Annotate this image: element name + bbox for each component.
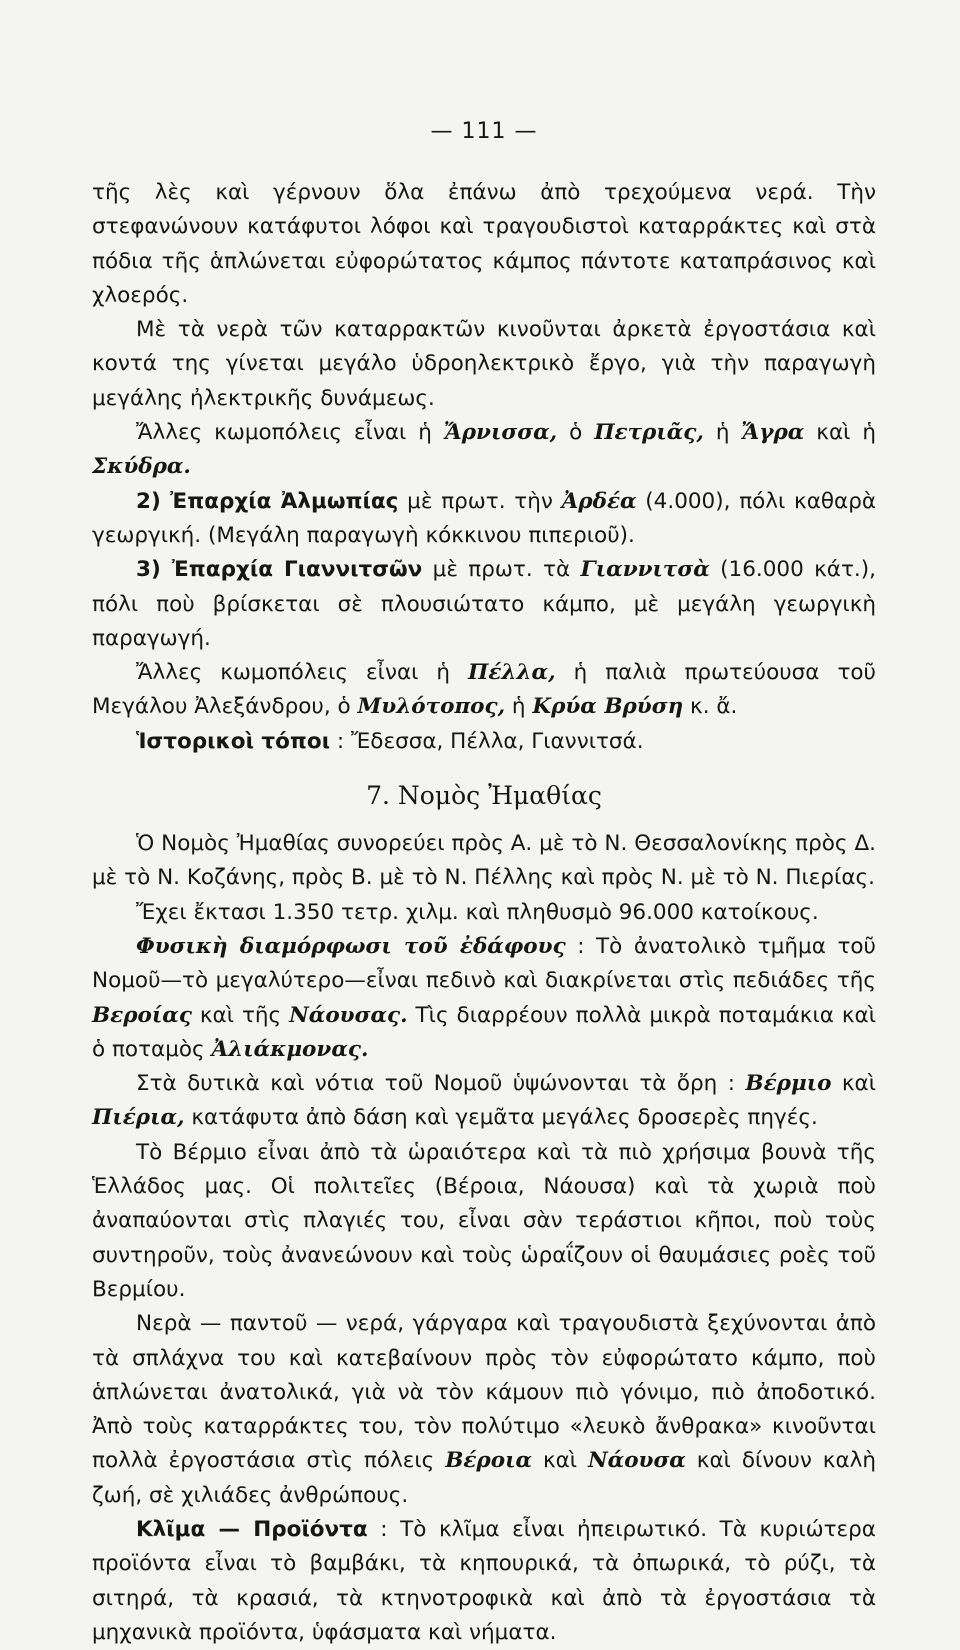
town-name: Σκύδρα. xyxy=(92,454,191,480)
text-run: καὶ xyxy=(831,1071,877,1097)
mountain-name: Πιέρια, xyxy=(92,1105,185,1131)
section-title: 7. Νομὸς Ἠμαθίας xyxy=(366,781,602,811)
text-run: (4.000), πόλι καθαρὰ γεωργική. (Μεγάλη παραγωγὴ κόκκινου πιπεριοῦ). xyxy=(92,488,877,548)
province-label: 3) Ἐπαρχία Γιαννιτσῶν xyxy=(136,557,423,583)
place-name: Νάουσας. xyxy=(289,1002,408,1028)
mountain-name: Βέρμιο xyxy=(745,1071,832,1097)
text-run: Στὰ δυτικὰ καὶ νότια τοῦ Νομοῦ ὑψώνονται τὰ ὄρη : xyxy=(136,1071,746,1097)
terrain-label: Φυσικὴ διαμόρφωσι τοῦ ἐδάφους xyxy=(136,933,566,959)
text-block-imathia xyxy=(92,827,876,1650)
text-run: : Τὸ κλῖμα εἶναι ἠπειρωτικό. Τὰ κυριώτερα προϊόντα εἶναι τὸ βαμβάκι, τὰ κηπουρικά, τὰ ὀπωρικά, τὸ ρύζι, τὰ σιτηρά, τὰ κρασιά, τὰ κτηνοτροφικὰ καὶ ἀπὸ τὰ ἐργοστάσια τὰ μηχανικὰ προϊόντα, ὑφάσματα καὶ νήματα. xyxy=(92,1516,876,1645)
text-block-top xyxy=(92,176,876,759)
paragraph-terrain xyxy=(92,930,876,1067)
paragraph-towns-edessa xyxy=(92,416,876,485)
paragraph-almopia xyxy=(92,485,876,554)
town-name: Πετριᾶς, xyxy=(594,420,704,446)
text-run: καὶ ἡ xyxy=(804,420,877,446)
text-run: καὶ τῆς xyxy=(191,1002,290,1028)
town-name: Ἄγρα xyxy=(741,420,805,446)
town-name: Κρύα Βρύση xyxy=(532,694,684,720)
climate-label: Κλῖμα — Προϊόντα xyxy=(136,1516,368,1542)
paragraph-area: Ἔχει ἔκτασι 1.350 τετρ. χιλμ. καὶ πληθυσμὸ 96.000 κατοίκους. xyxy=(136,899,819,925)
text-run: Ἄλλες κωμοπόλεις εἶναι ἡ xyxy=(136,660,469,686)
river-name: Ἀλιάκμονας. xyxy=(211,1036,369,1062)
paragraph-mountains xyxy=(92,1067,876,1136)
text-run: κ. ἄ. xyxy=(683,694,738,720)
paragraph-intro: τῆς λὲς καὶ γέρνουν ὅλα ἐπάνω ἀπὸ τρεχούμενα νερά. Τὴν στεφανώνουν κατάφυτοι λόφοι καὶ τραγουδιστοὶ καταρράκτες καὶ στὰ πόδια τῆς ἁπλώνεται εὐφορώτατος κάμπος πάντοτε καταπράσινος καὶ χλοερός. xyxy=(92,180,876,308)
city-name: Νάουσα xyxy=(588,1448,686,1474)
text-run: : Ἔδεσσα, Πέλλα, Γιαννιτσά. xyxy=(330,728,644,754)
paragraph-towns-pella xyxy=(92,656,876,725)
text-run: κατάφυτα ἀπὸ δάση καὶ γεμᾶτα μεγάλες δροσερὲς πηγές. xyxy=(184,1105,818,1131)
city-name: Βέροια xyxy=(445,1448,533,1474)
text-run: ἡ xyxy=(703,420,742,446)
province-label: 2) Ἐπαρχία Ἀλμωπίας xyxy=(136,488,399,514)
text-run: Ἄλλες κωμοπόλεις εἶναι ἡ xyxy=(136,420,444,446)
paragraph-vermio: Τὸ Βέρμιο εἶναι ἀπὸ τὰ ὡραιότερα καὶ τὰ πιὸ χρήσιμα βουνὰ τῆς Ἑλλάδος μας. Οἱ πολιτεῖες (Βέροια, Νάουσα) καὶ τὰ χωριὰ ποὺ ἀναπαύονται στὶς πλαγιές του, εἶναι σὰν τεράστιοι κῆποι, ποὺ τοὺς συντηροῦν, τοὺς ἀνανεώνουν καὶ τοὺς ὡραΐζουν οἱ θαυμάσιες ροὲς τοῦ Βερμίου. xyxy=(92,1139,876,1302)
paragraph-climate xyxy=(92,1513,876,1650)
place-name: Βεροίας xyxy=(92,1002,192,1028)
text-run: μὲ πρωτ. τὴν xyxy=(398,488,562,514)
text-run: Τὶς διαρρέουν πολλὰ μικρὰ ποταμάκια καὶ ὁ ποταμὸς xyxy=(92,1002,877,1062)
paragraph-giannitsa xyxy=(92,553,876,656)
paragraph-borders: Ὁ Νομὸς Ἠμαθίας συνορεύει πρὸς Α. μὲ τὸ Ν. Θεσσαλονίκης πρὸς Δ. μὲ τὸ Ν. Κοζάνης, πρὸς Β. μὲ τὸ Ν. Πέλλης καὶ πρὸς Ν. μὲ τὸ Ν. Πιερίας. xyxy=(92,831,876,891)
text-run: ἡ παλιὰ πρωτεύουσα τοῦ Μεγάλου Ἀλεξάνδρου, ὁ xyxy=(92,660,876,720)
town-name: Ἄρνισσα, xyxy=(443,420,558,446)
page-number: — 111 — xyxy=(430,119,538,144)
text-run: (16.000 κάτ.), πόλι ποὺ βρίσκεται σὲ πλουσιώτατο κάμπο, μὲ μεγάλη γεωργικὴ παραγωγή. xyxy=(92,557,876,651)
text-run: : Τὸ ἀνατολικὸ τμῆμα τοῦ Νομοῦ—τὸ μεγαλύτερο—εἶναι πεδινὸ καὶ διακρίνεται στὶς πεδιάδες τῆς xyxy=(92,933,876,994)
text-run: μὲ πρωτ. τὰ xyxy=(422,557,581,583)
town-name: Πέλλα, xyxy=(468,660,556,686)
town-name: Γιαννιτσὰ xyxy=(580,557,710,583)
text-run: καὶ xyxy=(532,1448,588,1474)
paragraph-waterfalls: Μὲ τὰ νερὰ τῶν καταρρακτῶν κινοῦνται ἀρκετὰ ἐργοστάσια καὶ κοντά της γίνεται μεγάλο ὑδροηλεκτρικὸ ἔργο, γιὰ τὴν παραγωγὴ μεγάλης ἠλεκτρικῆς δυνάμεως. xyxy=(92,317,876,411)
town-name: Μυλότοπος, xyxy=(357,694,506,720)
town-name: Ἀρδέα xyxy=(561,488,637,514)
text-run: ἡ xyxy=(505,694,533,720)
text-run: ὁ xyxy=(557,420,595,446)
text-run: καὶ δίνουν καλὴ ζωή, σὲ χιλιάδες ἀνθρώπους. xyxy=(92,1448,876,1508)
historic-label: Ἱστορικοὶ τόποι xyxy=(136,728,331,754)
paragraph-water xyxy=(92,1307,876,1513)
text-run: Νερὰ — παντοῦ — νερά, γάργαρα καὶ τραγουδιστὰ ξεχύνονται ἀπὸ τὰ σπλάχνα του καὶ κατεβαίνουν πρὸς τὸν εὐφορώτατο κάμπο, ποὺ ἁπλώνεται ἀνατολικά, γιὰ νὰ τὸν κάμουν πιὸ γόνιμο, πιὸ ἀποδοτικό. Ἀπὸ τοὺς καταρράκτες του, τὸν πολύτιμο «λευκὸ ἄνθρακα» κινοῦνται πολλὰ ἐργοστάσια στὶς πόλεις xyxy=(92,1311,876,1474)
paragraph-historic-places xyxy=(92,725,876,759)
